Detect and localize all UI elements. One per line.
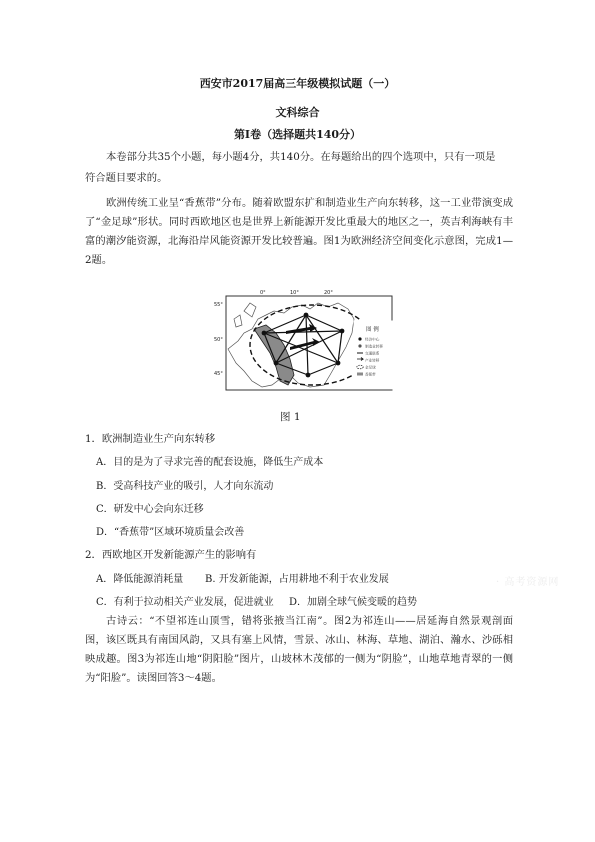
passage-1: 欧洲传统工业呈“香蕉带”分布。随着欧盟东扩和制造业生产向东转移，这一工业带演变成了“金足球”形状。同时西欧地区也是世界上新能源开发比重最大的地区之一，英吉利海峡有丰富的潮汐能资源，北海沿岸风能资源开发比较普遍。图1为欧洲经济空间变化示意图，完成1—2题。 [85,197,513,266]
legend-item-golden-football: 金足球 [365,365,376,370]
question-1-option-c: C．研发中心会向东迁移 [96,504,204,515]
legend-item-manufacturing-shift: 制造业转移 [365,344,383,349]
exam-title: 西安市2017届高三年级模拟试题（一） [199,77,396,90]
lon-label-0: 0° [260,290,266,296]
figure-1-map [214,289,394,391]
legend-item-economic-centre: 经济中心 [365,337,380,342]
lon-label-20: 20° [324,290,333,296]
legend-item-banana-belt: 香蕉带 [365,372,376,377]
lon-label-10: 10° [290,290,299,296]
passage-2: 古诗云：“不望祁连山顶雪，错将张掖当江南”。图2为祁连山——居延海自然景观剖面图，该区既具有南国风韵，又具有塞上风情，雪景、冰山、林海、草地、湖泊、瀚水、沙砾相映成趣。图3为祁连山地“阴阳脸”图片，山坡林木茂郁的一侧为“阴脸”，山地草地青翠的一侧为“阳脸”。读图回答3～4题。 [85,615,513,684]
question-2-stem: 2．西欧地区开发新能源产生的影响有 [85,549,257,561]
intro-line-2: 符合题目要求的。 [85,172,168,184]
question-2-option-d: D．加剧全球气候变暖的趋势 [289,597,418,608]
section-heading: 第Ⅰ卷（选择题共140分） [233,128,362,141]
question-1-option-b: B．受高科技产业的吸引，人才向东流动 [96,481,274,492]
europe-economic-map [214,289,394,391]
watermark: · 高考资源网 [496,577,560,588]
lat-label-55: 55° [214,302,223,308]
legend-item-transport: 交通联系 [365,351,380,356]
exam-subject: 文科综合 [275,106,320,119]
question-2-option-c: C．有利于拉动相关产业发展，促进就业 [96,597,274,608]
question-2-option-a: A．降低能源消耗量 [96,574,184,585]
intro-line-1: 本卷部分共35个小题，每小题4分，共140分。在每题给出的四个选项中，只有一项是 [106,151,496,163]
question-1-option-a: A．目的是为了寻求完善的配套设施，降低生产成本 [96,457,324,468]
lat-label-50: 50° [214,337,223,343]
lat-label-45: 45° [214,371,223,377]
question-1-stem: 1．欧洲制造业生产向东转移 [85,433,216,445]
question-2-option-b: B. 开发新能源，占用耕地不利于农业发展 [205,574,389,585]
legend-title: 图 例 [366,327,379,333]
question-1-option-d: D．“香蕉带”区域环境质量会改善 [96,527,245,538]
figure-1-caption: 图 1 [280,411,301,423]
legend-item-industry-transfer: 产业转移 [365,358,380,363]
